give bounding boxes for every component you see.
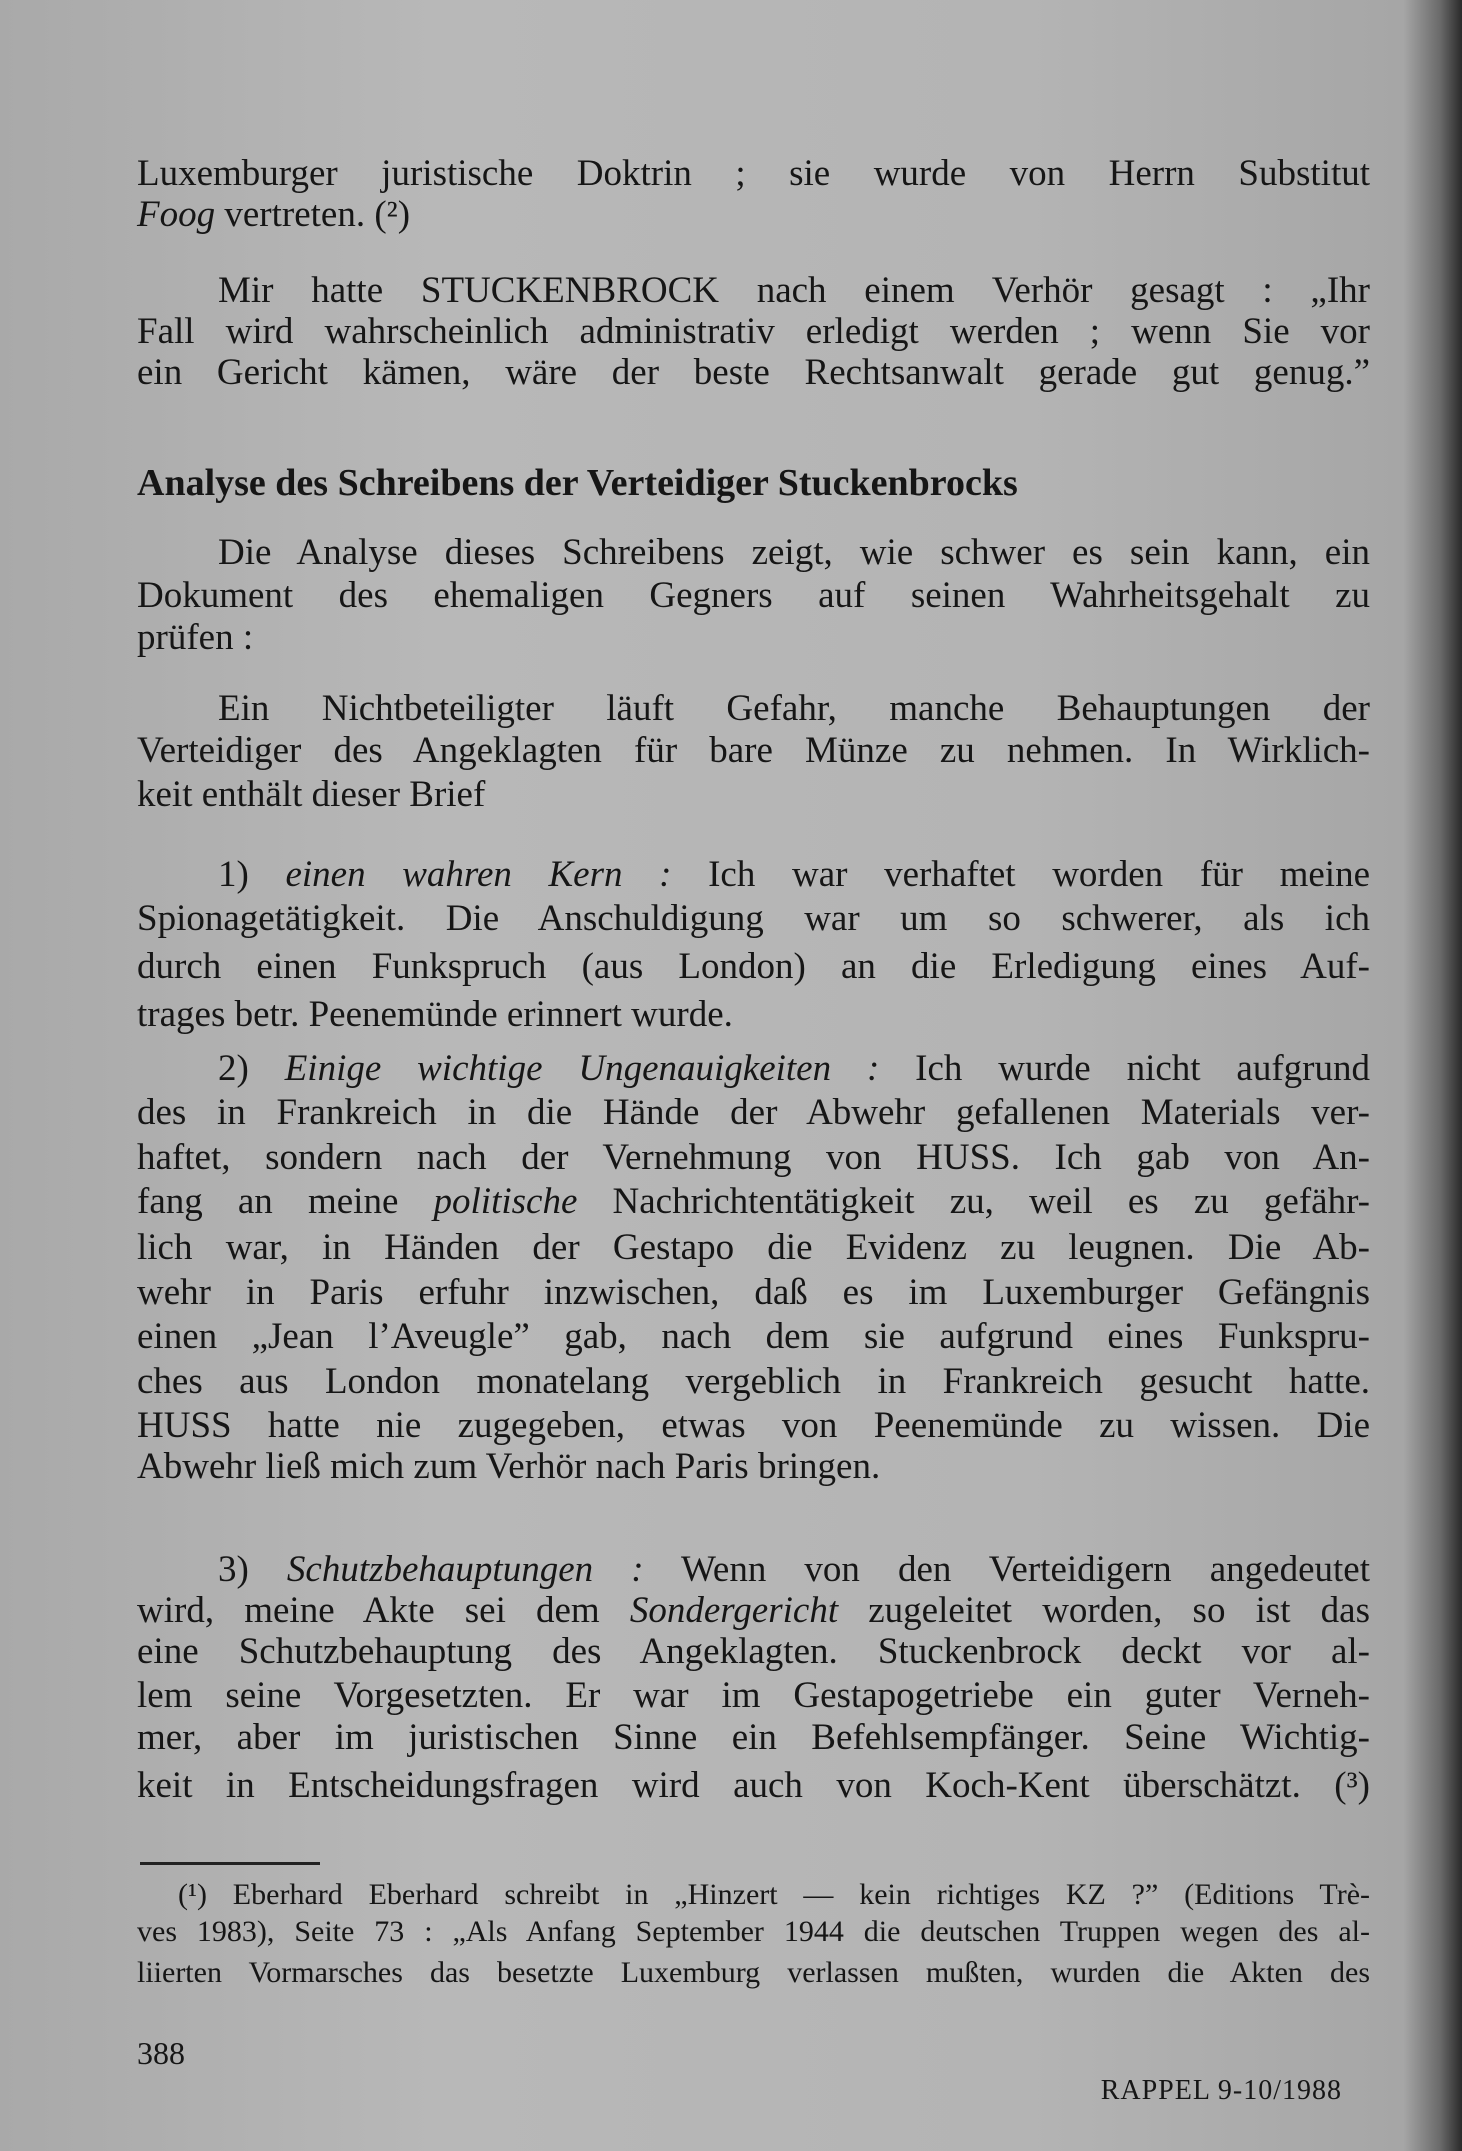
text-segment: ein Gericht kämen, wäre der beste Rechtsanwalt gerade gut genug.” [137, 352, 1370, 393]
text-segment: des in Frankreich in die Hände der Abwehr gefallenen Materials ver- [137, 1092, 1370, 1133]
text-segment: HUSS hatte nie zugegeben, etwas von Peenemünde zu wissen. Die [137, 1405, 1370, 1446]
text-segment: Dokument des ehemaligen Gegners auf seinen Wahrheitsgehalt zu [137, 575, 1370, 616]
text-segment: Analyse des Schreibens der Verteidiger Stuckenbrocks [137, 462, 1018, 504]
text-line [137, 1629, 1370, 1675]
text-segment: Abwehr ließ mich zum Verhör nach Paris bringen. [137, 1446, 881, 1487]
text-line [137, 1359, 1370, 1405]
text-segment: Luxemburger juristische Doktrin ; sie wurde von Herrn Substitut [137, 153, 1370, 194]
text-segment: Nachrichtentätigkeit zu, weil es zu gefähr- [577, 1181, 1370, 1222]
text-segment: keit enthält dieser Brief [137, 774, 486, 815]
italic-text: politische [433, 1181, 578, 1222]
text-line [137, 728, 1370, 774]
text-line [137, 309, 1370, 355]
text-segment: prüfen : [137, 617, 254, 658]
text-line [137, 896, 1370, 942]
text-segment: Ich war verhaftet worden für meine [671, 854, 1370, 895]
text-segment: ches aus London monatelang vergeblich in Frankreich gesucht hatte. [137, 1361, 1370, 1402]
text-line [218, 686, 1370, 732]
text-segment: wird, meine Akte sei dem [137, 1590, 630, 1631]
journal-issue: RAPPEL 9-10/1988 [1100, 2075, 1342, 2106]
text-line [137, 1588, 1370, 1634]
text-segment: 2) [218, 1048, 285, 1089]
text-segment: Ein Nichtbeteiligter läuft Gefahr, manche Behauptungen der [218, 688, 1370, 729]
page-number: 388 [137, 2035, 185, 2071]
text-line [137, 1225, 1370, 1271]
text-line [218, 1046, 1370, 1092]
text-line [137, 1314, 1370, 1360]
text-line [137, 1403, 1370, 1449]
text-segment: zugeleitet worden, so ist das [838, 1590, 1370, 1631]
text-segment: 3) [218, 1549, 287, 1590]
text-line [218, 530, 1370, 576]
text-line [137, 151, 1370, 197]
text-line [137, 573, 1370, 619]
italic-text: Einige wichtige Ungenauigkeiten : [284, 1048, 880, 1089]
footnote-line [137, 1954, 1370, 1992]
text-segment: Ich wurde nicht aufgrund [879, 1048, 1370, 1089]
text-segment: durch einen Funkspruch (aus London) an die Erledigung eines Auf- [137, 946, 1370, 987]
text-line [137, 992, 1370, 1038]
text-line [137, 944, 1370, 990]
text-line [137, 1673, 1370, 1719]
text-segment: liierten Vormarsches das besetzte Luxemburg verlassen mußten, wurden die Akten des [137, 1956, 1370, 1989]
text-segment: 1) [218, 854, 286, 895]
text-segment: Verteidiger des Angeklagten für bare Münze zu nehmen. In Wirklich- [137, 730, 1370, 771]
text-line [137, 1763, 1370, 1809]
footnote-line [137, 1913, 1370, 1951]
footnote-line [178, 1876, 1370, 1914]
text-segment: Fall wird wahrscheinlich administrativ erledigt werden ; wenn Sie vor [137, 311, 1370, 352]
footnote-rule [140, 1862, 320, 1865]
italic-text: einen wahren Kern : [285, 854, 672, 895]
text-segment: Die Analyse dieses Schreibens zeigt, wie schwer es sein kann, ein [218, 532, 1370, 573]
text-line [137, 350, 1370, 396]
italic-text: Schutzbehauptungen : [286, 1549, 644, 1590]
text-segment: ves 1983), Seite 73 : „Als Anfang September 1944 die deutschen Truppen wegen des al- [137, 1915, 1370, 1948]
text-segment: lem seine Vorgesetzten. Er war im Gestapogetriebe ein guter Verneh- [137, 1675, 1370, 1716]
text-segment: mer, aber im juristischen Sinne ein Befehlsempfänger. Seine Wichtig- [137, 1717, 1370, 1758]
text-line [137, 772, 1370, 818]
text-line [137, 1270, 1370, 1316]
text-line [218, 852, 1370, 898]
section-heading [137, 460, 1370, 506]
text-line [137, 1179, 1370, 1225]
text-segment: fang an meine [137, 1181, 434, 1222]
text-segment: eine Schutzbehauptung des Angeklagten. Stuckenbrock deckt vor al- [137, 1631, 1370, 1672]
text-line [137, 192, 1370, 238]
text-line [137, 1715, 1370, 1761]
text-line [137, 1090, 1370, 1136]
text-segment: trages betr. Peenemünde erinnert wurde. [137, 994, 733, 1035]
italic-text: Foog [137, 194, 216, 235]
text-segment: vertreten. (²) [215, 194, 411, 235]
text-line [137, 615, 1370, 661]
text-line [137, 1135, 1370, 1181]
text-line [218, 268, 1370, 314]
text-line [218, 1547, 1370, 1593]
text-segment: haftet, sondern nach der Vernehmung von HUSS. Ich gab von An- [137, 1137, 1370, 1178]
text-segment: (¹) Eberhard Eberhard schreibt in „Hinzert — kein richtiges KZ ?” (Editions Trè- [178, 1878, 1370, 1911]
text-segment: lich war, in Händen der Gestapo die Evidenz zu leugnen. Die Ab- [137, 1227, 1370, 1268]
text-segment: einen „Jean l’Aveugle” gab, nach dem sie aufgrund eines Funkspru- [137, 1316, 1370, 1357]
text-segment: Mir hatte STUCKENBROCK nach einem Verhör gesagt : „Ihr [218, 270, 1370, 311]
text-segment: wehr in Paris erfuhr inzwischen, daß es im Luxemburger Gefängnis [137, 1272, 1370, 1313]
text-segment: Wenn von den Verteidigern angedeutet [643, 1549, 1370, 1590]
italic-text: Sondergericht [629, 1590, 839, 1631]
text-segment: keit in Entscheidungsfragen wird auch von Koch-Kent überschätzt. (³) [137, 1765, 1370, 1806]
text-segment: Spionagetätigkeit. Die Anschuldigung war um so schwerer, als ich [137, 898, 1370, 939]
text-line [137, 1444, 1370, 1490]
